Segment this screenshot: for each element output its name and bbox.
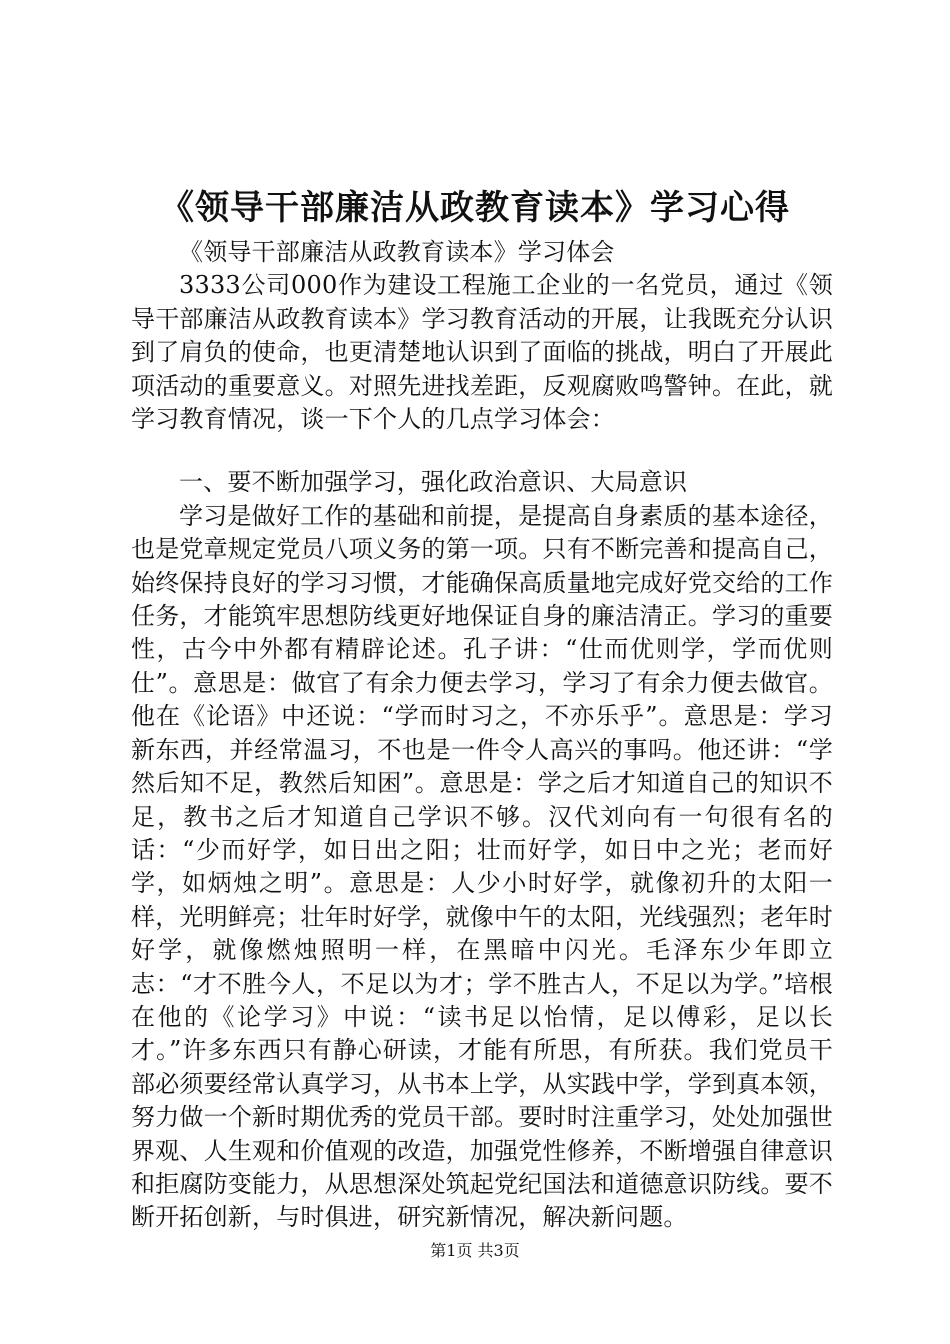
section-heading: 一、要不断加强学习，强化政治意识、大局意识 <box>179 468 688 497</box>
document-subtitle: 《领导干部廉洁从政教育读本》学习体会 <box>179 238 615 266</box>
document-title: 《领导干部廉洁从政教育读本》学习心得 <box>160 188 790 228</box>
page-number: 第1页 共3页 <box>430 1241 520 1260</box>
document-body <box>131 236 833 1235</box>
intro-paragraph: 3333公司000作为建设工程施工企业的一名党员，通过《领导干部廉洁从政教育读本》学习教育活动的开展，让我既充分认识到了肩负的使命，也更清楚地认识到了面临的挑战，明白了开展此项活动的重要意义。对照先进找差距，反观腐败鸣警钟。在此，就学习教育情况，谈一下个人的几点学习体会： <box>131 271 833 434</box>
section-paragraph: 学习是做好工作的基础和前提，是提高自身素质的基本途径，也是党章规定党员八项义务的第一项。只有不断完善和提高自己，始终保持良好的学习习惯，才能确保高质量地完成好党交给的工作任务，才能筑牢思想防线更好地保证自身的廉洁清正。学习的重要性，古今中外都有精辟论述。孔子讲：“仕而优则学，学而优则仕”。意思是：做官了有余力便去学习，学习了有余力便去做官。他在《论语》中还说：“学而时习之，不亦乐乎”。意思是：学习新东西，并经常温习，不也是一件令人高兴的事吗。他还讲：“学然后知不足，教然后知困”。意思是：学之后才知道自己的知识不足，教书之后才知道自己学识不够。汉代刘向有一句很有名的话：“少而好学，如日出之阳；壮而好学，如日中之光；老而好学，如炳烛之明”。意思是：人少小时好学，就像初升的太阳一样，光明鲜亮；壮年时好学，就像中午的太阳，光线强烈；老年时好学，就像燃烛照明一样，在黑暗中闪光。毛泽东少年即立志：“才不胜今人，不足以为才；学不胜古人，不足以为学。”培根在他的《论学习》中说：“读书足以怡情，足以傅彩，足以长才。”许多东西只有静心研读，才能有所思，有所获。我们党员干部必须要经常认真学习，从书本上学，从实践中学，学到真本领，努力做一个新时期优秀的党员干部。要时时注重学习，处处加强世界观、人生观和价值观的改造，加强党性修养，不断增强自律意识和拒腐防变能力，从思想深处筑起党纪国法和道德意识防线。要不断开拓创新，与时俱进，研究新情况，解决新问题。 <box>131 501 833 1232</box>
